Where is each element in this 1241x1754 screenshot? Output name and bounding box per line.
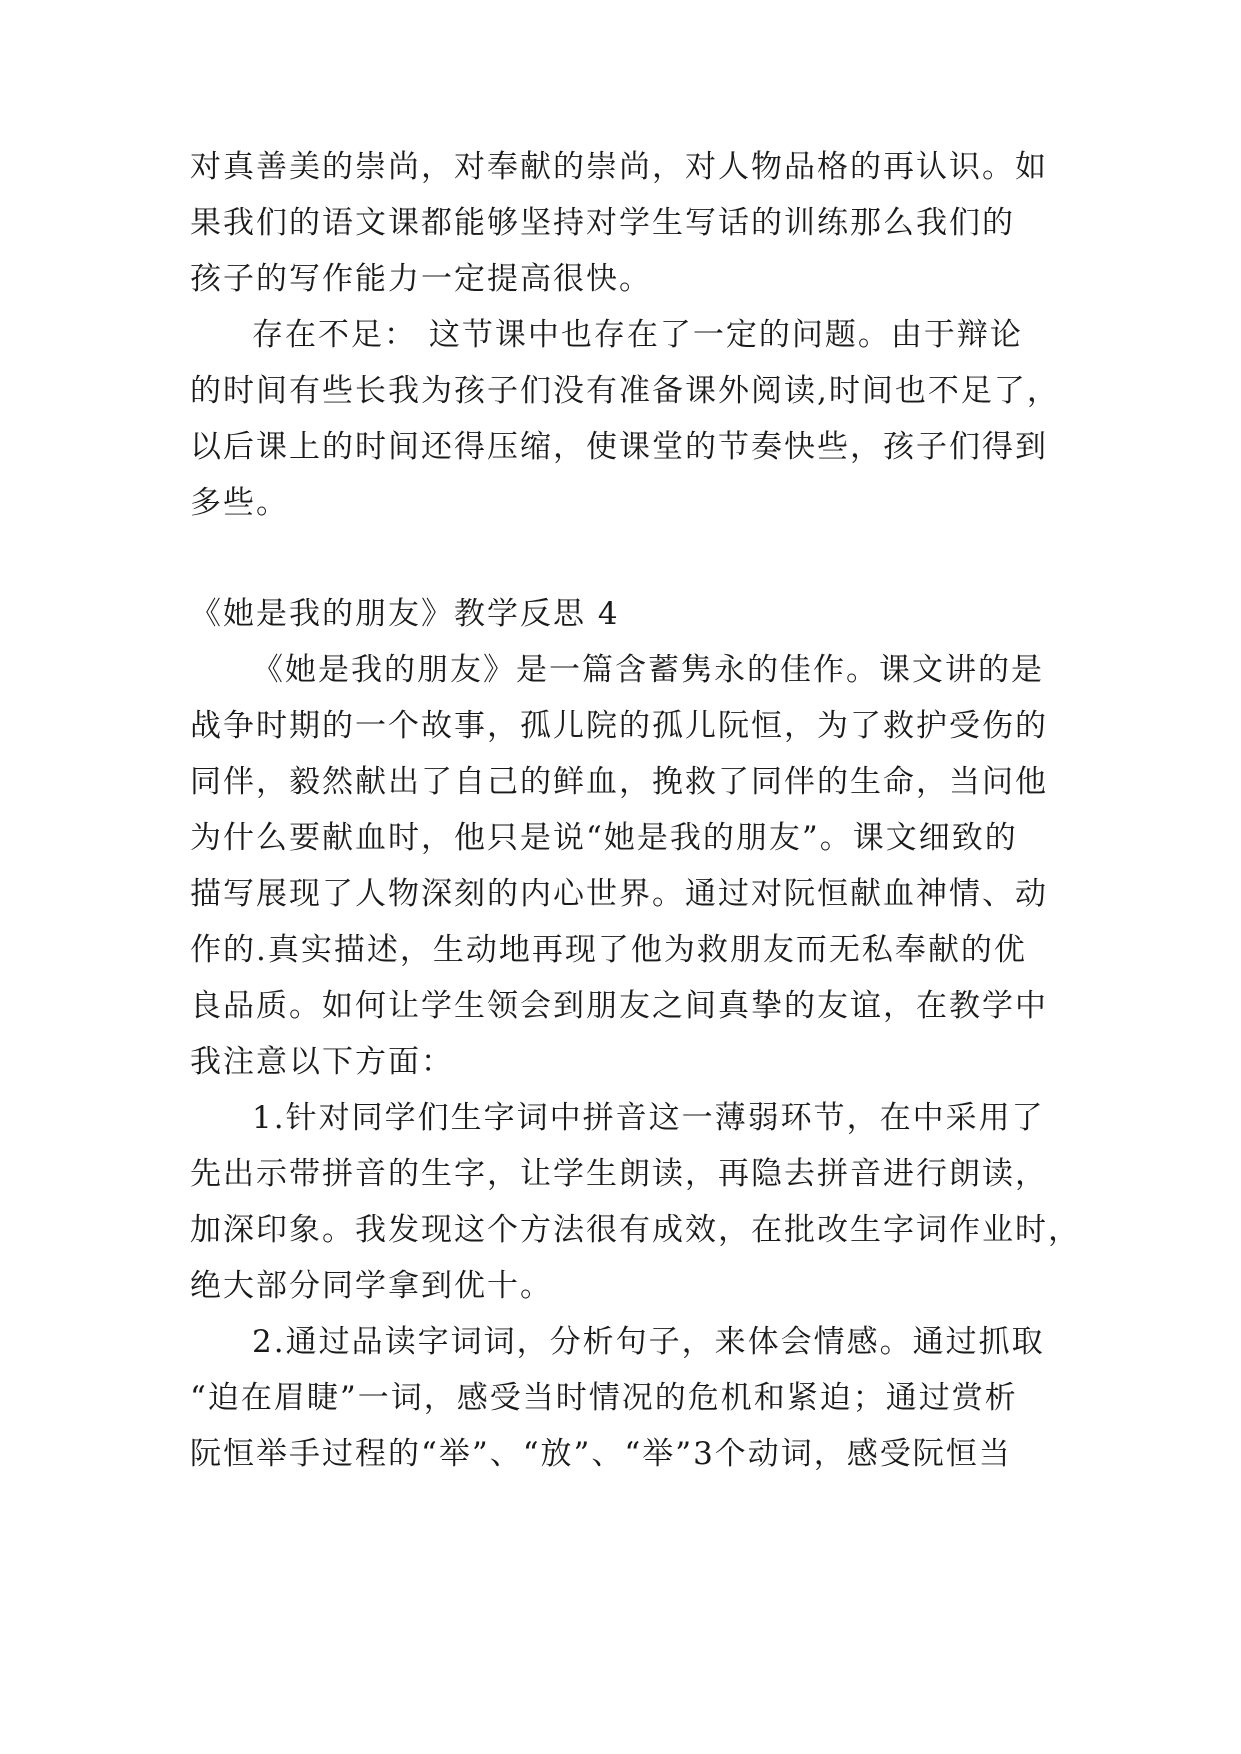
text-line: 以后课上的时间还得压缩，使课堂的节奏快些，孩子们得到 <box>190 429 1048 465</box>
text-line: “迫在眉睫”一词，感受当时情况的危机和紧迫；通过赏析 <box>190 1380 1018 1416</box>
text-line: 描写展现了人物深刻的内心世界。通过对阮恒献血神情、动 <box>190 876 1048 912</box>
section-heading: 《她是我的朋友》教学反思 4 <box>190 596 620 632</box>
text-line: 加深印象。我发现这个方法很有成效，在批改生字词作业时， <box>190 1212 1081 1248</box>
text-line: 《她是我的朋友》是一篇含蓄隽永的佳作。课文讲的是 <box>252 652 1044 688</box>
text-line: 存在不足： 这节课中也存在了一定的问题。由于辩论 <box>252 317 1023 353</box>
text-line: 的时间有些长我为孩子们没有准备课外阅读,时间也不足了， <box>190 373 1060 409</box>
text-line: 战争时期的一个故事，孤儿院的孤儿阮恒，为了救护受伤的 <box>190 708 1048 744</box>
text-line: 2.通过品读字词词，分析句子，来体会情感。通过抓取 <box>252 1324 1045 1360</box>
text-line: 良品质。如何让学生领会到朋友之间真挚的友谊，在教学中 <box>190 988 1048 1024</box>
text-line: 果我们的语文课都能够坚持对学生写话的训练那么我们的 <box>190 205 1015 241</box>
text-line: 同伴，毅然献出了自己的鲜血，挽救了同伴的生命，当问他 <box>190 764 1048 800</box>
text-line: 绝大部分同学拿到优十。 <box>190 1268 553 1304</box>
text-line: 多些。 <box>190 485 289 521</box>
text-line: 孩子的写作能力一定提高很快。 <box>190 261 652 297</box>
text-line: 阮恒举手过程的“举”、“放”、“举”3个动词，感受阮恒当 <box>190 1436 1012 1472</box>
text-line: 先出示带拼音的生字，让学生朗读，再隐去拼音进行朗读， <box>190 1156 1048 1192</box>
text-line: 为什么要献血时，他只是说“她是我的朋友”。课文细致的 <box>190 820 1018 856</box>
text-line: 1.针对同学们生字词中拼音这一薄弱环节，在中采用了 <box>252 1100 1045 1136</box>
text-line: 我注意以下方面： <box>190 1044 454 1080</box>
text-line: 对真善美的崇尚，对奉献的崇尚，对人物品格的再认识。如 <box>190 149 1048 185</box>
text-line: 作的.真实描述，生动地再现了他为救朋友而无私奉献的优 <box>190 932 1027 968</box>
